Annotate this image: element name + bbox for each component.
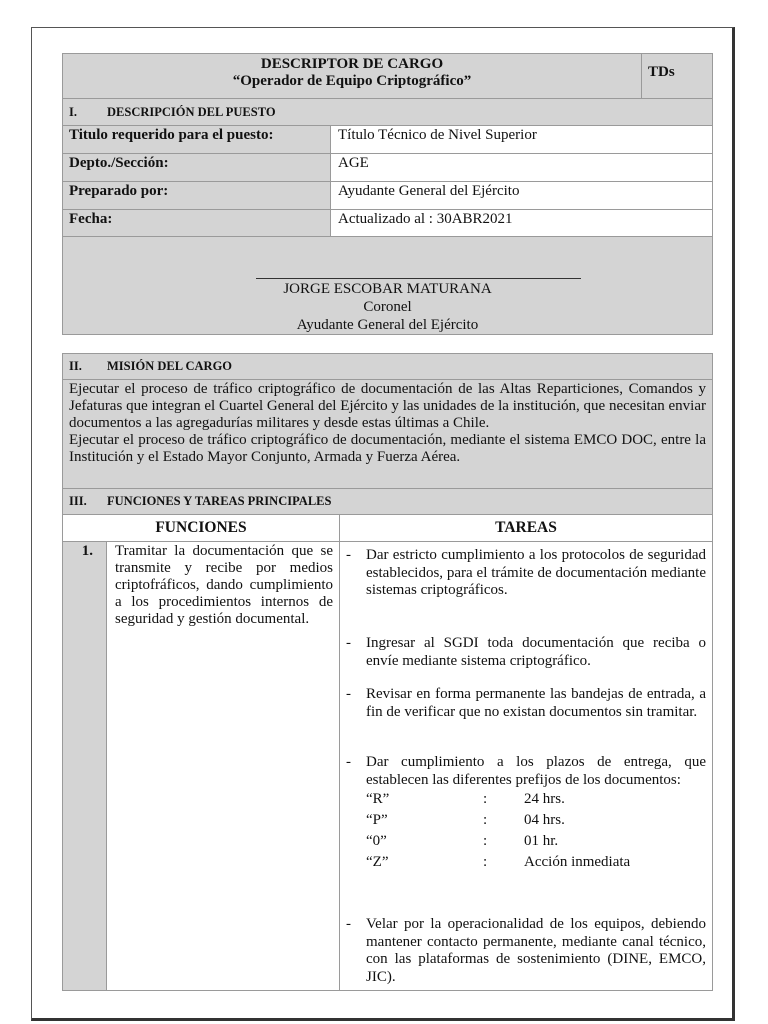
signature-box [62, 236, 713, 335]
mission-paragraph-1: Ejecutar el proceso de tráfico criptográfico de documentación de las Altas Reparticiones, Comandos y Jefaturas que integran el Cuartel General del Ejército y las unidades de la institución, que necesitan enviar documentos a las agregadurías militares y desde estas últimas a Chile. [69, 381, 706, 431]
signature-name: JORGE ESCOBAR MATURANA [283, 281, 492, 297]
task-text-4: Dar cumplimiento a los plazos de entrega, que establecen las diferentes prefijos de los documentos: [366, 754, 706, 788]
task-text-3: Revisar en forma permanente las bandejas de entrada, a fin de verificar que no existan documentos sin tramitar. [366, 686, 706, 720]
prefix-row: “P” : 04 hrs. [366, 812, 565, 828]
prefix-row: “Z” : Acción inmediata [366, 854, 631, 870]
row-label-preparado: Preparado por: [62, 181, 331, 210]
task-dash: - [346, 686, 351, 702]
row-value-fecha: Actualizado al : 30ABR2021 [330, 209, 713, 237]
row-value-depto: AGE [330, 153, 713, 182]
signature-role: Ayudante General del Ejército [296, 317, 479, 333]
section-2-header [62, 353, 713, 380]
prefix-row: “R” : 24 hrs. [366, 791, 565, 807]
task-dash: - [346, 916, 351, 932]
document-subtitle: “Operador de Equipo Criptográfico” [232, 73, 472, 89]
functions-column-header: FUNCIONES [62, 514, 340, 542]
row-value-preparado: Ayudante General del Ejército [330, 181, 713, 210]
row-label-titulo: Titulo requerido para el puesto: [62, 125, 331, 154]
section-3-title: FUNCIONES Y TAREAS PRINCIPALES [107, 494, 332, 508]
mission-paragraph-2: Ejecutar el proceso de tráfico criptográfico de documentación, mediante el sistema EMCO DOC, entre la Institución y el Estado Mayor Conjunto, Armada y Fuerza Aérea. [69, 432, 706, 465]
task-item-4 [346, 754, 706, 873]
prefix-row: “0” : 01 hr. [366, 833, 559, 849]
row-label-depto: Depto./Sección: [62, 153, 331, 182]
section-2-number: II. [69, 359, 82, 373]
section-3-header [62, 488, 713, 515]
section-1-number: I. [69, 104, 77, 119]
section-2-title: MISIÓN DEL CARGO [107, 359, 233, 373]
task-text-2: Ingresar al SGDI toda documentación que reciba o envíe mediante sistema criptográfico. [366, 635, 706, 669]
task-item-1 [346, 547, 706, 600]
section-1-title: DESCRIPCIÓN DEL PUESTO [107, 104, 276, 119]
section-1-header [62, 98, 713, 126]
task-text-5: Velar por la operacionalidad de los equipos, debiendo mantener contacto permanente, mediante canal técnico, con las plataformas de sostenimiento (DINE, EMCO, JIC). [366, 916, 706, 985]
row-value-titulo: Título Técnico de Nivel Superior [330, 125, 713, 154]
prefix-list [366, 789, 706, 873]
task-dash: - [346, 754, 351, 770]
task-item-2 [346, 635, 706, 670]
function-text-cell [106, 541, 340, 991]
signature-rank: Coronel [363, 299, 412, 315]
tds-label: TDs [648, 64, 675, 80]
section-3-number: III. [69, 494, 87, 508]
task-item-3 [346, 686, 706, 721]
task-item-5 [346, 916, 706, 986]
tds-box [641, 53, 713, 99]
document-title: DESCRIPTOR DE CARGO [260, 56, 444, 72]
task-text-1: Dar estricto cumplimiento a los protocolos de seguridad establecidos, para el trámite de documentación mediante sistemas criptográficos. [366, 547, 706, 598]
row-label-fecha: Fecha: [62, 209, 331, 237]
function-number-cell [62, 541, 107, 991]
function-number: 1. [81, 543, 93, 559]
document-title-box [62, 53, 642, 99]
tasks-cell [339, 541, 713, 991]
mission-box [62, 379, 713, 489]
signature-line [256, 278, 581, 279]
tasks-column-header: TAREAS [339, 514, 713, 542]
function-text: Tramitar la documentación que se transmite y recibe por medios criptofráficos, dando cumplimiento a los procedimientos internos de seguridad y gestión documental. [115, 543, 333, 627]
task-dash: - [346, 635, 351, 651]
document-page [31, 27, 735, 1021]
task-dash: - [346, 547, 351, 563]
